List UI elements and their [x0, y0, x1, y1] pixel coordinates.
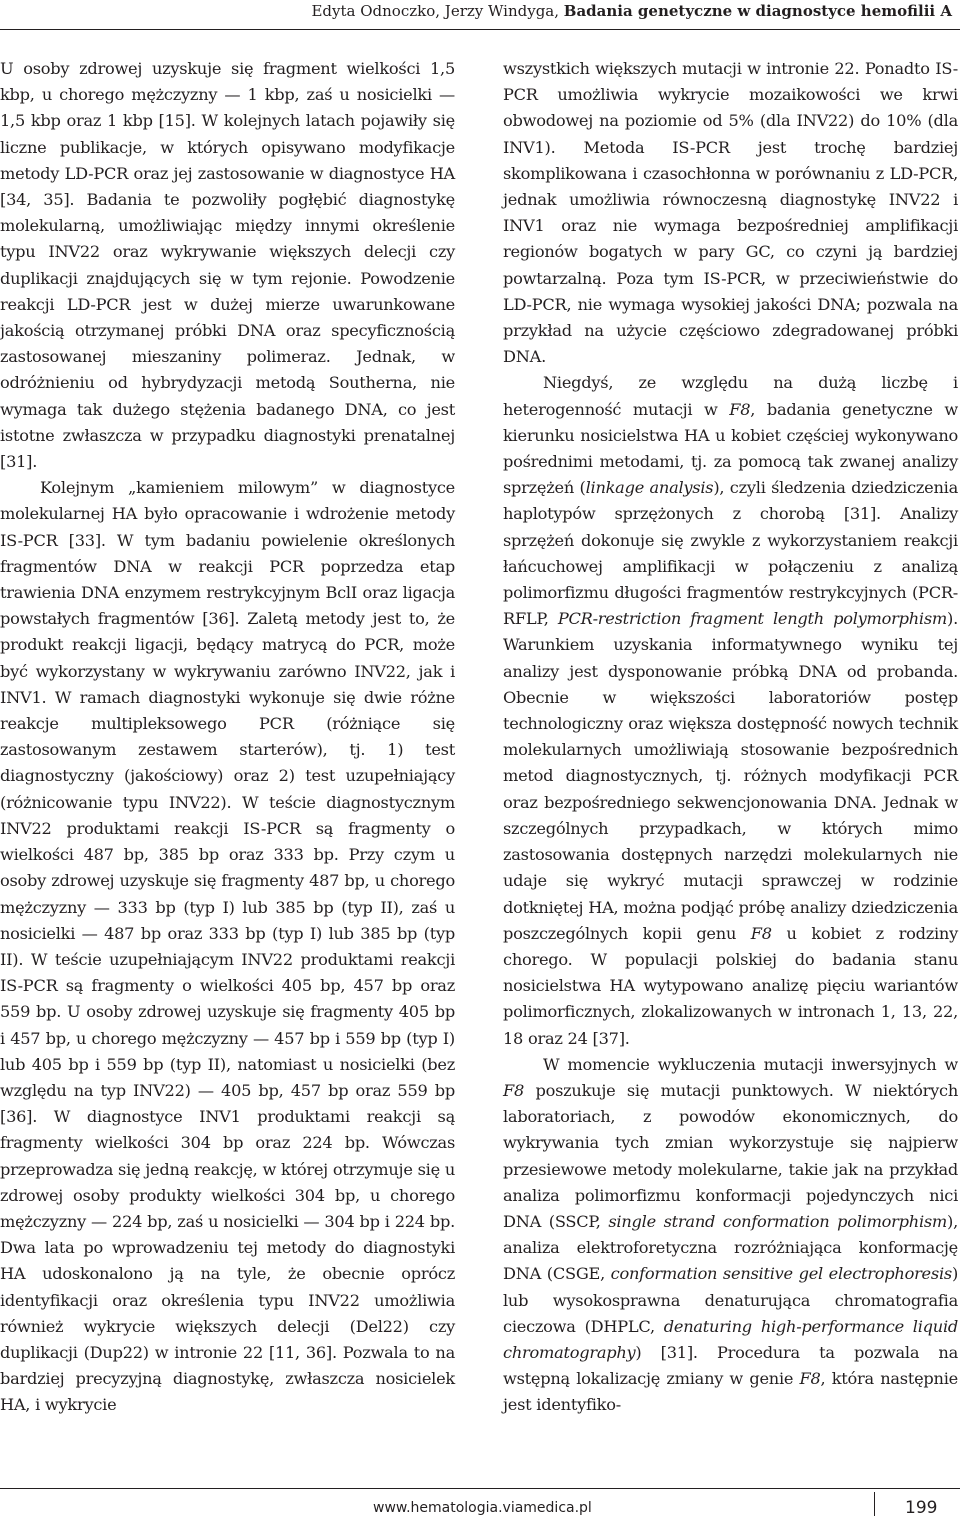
page-number: 199 [905, 1498, 938, 1518]
text-run: Niegdyś, ze względu na dużą liczbę i heterogenność mutacji w [503, 373, 958, 419]
gene-name: F8 [729, 399, 751, 419]
right-paragraph-1: wszystkich większych mutacji w intronie 22. Ponadto IS-PCR umożliwia wykrycie mozaikowości we krwi obwodowej na poziomie od 5% (dla INV22) do 10% (dla INV1). Metoda IS-PCR jest trochę bardziej skomplikowana i czasochłonna w porównaniu z LD-PCR, jednak umożliwia równoczesną diagnostykę INV22 i INV1 oraz nie wymaga bezpośredniej amplifikacji regionów bogatych w pary GC, co czyni ją bardziej powtarzalną. Poza tym IS-PCR, w przeciwieństwie do LD-PCR, nie wymaga wysokiej jakości DNA; pozwala na przykład na użycie częściowo zdegradowanej próbki DNA. [503, 59, 958, 367]
left-column [0, 56, 455, 1419]
text-run: ), analiza elektroforetyczna rozróżniająca konformację DNA (CSGE, [503, 1211, 958, 1284]
header-article-title: Badania genetyczne w diagnostyce hemofilii A [563, 2, 952, 20]
text-run: ), czyli śledzenia dziedziczenia haplotypów sprzężonych z chorobą [31]. Analizy sprzężeń dokonuje się zwykle z wykorzystaniem reakcji łańcuchowej amplifikacji w połączeniu z analizą polimorfizmu długości fragmentów restrykcyjnych (PCR-RFLP, [503, 478, 958, 629]
running-header [311, 2, 952, 20]
text-run: ). Warunkiem uzyskania informatywnego wyniku tej analizy jest dysponowanie próbką DNA od probanda. Obecnie w większości laboratoriów postęp technologiczny oraz większa dostępność nowych technik molekularnych umożliwiają stosowanie bezpośrednich metod diagnostycznych, tj. różnych modyfikacji PCR oraz bezpośredniego sekwencjonowania DNA. Jednak w szczególnych przypadkach, w których mimo zastosowania dostępnych narzędzi molekularnych nie udaje się wykryć mutacji sprawczej w rodzinie dotkniętej HA, można podjąć próbę analizy dziedziczenia poszczególnych kopii genu [503, 609, 958, 943]
text-run: poszukuje się mutacji punktowych. W niektórych laboratoriach, z powodów ekonomicznych, do wykrywania tych zmian wykorzystuje się najpierw przesiewowe metody molekularne, takie jak na przykład analiza polimorfizmu konformacji pojedynczych nici DNA (SSCP, [503, 1080, 958, 1231]
gene-name: F8 [503, 1080, 525, 1100]
right-paragraph-2 [503, 370, 958, 1051]
english-term: linkage analysis [585, 478, 714, 498]
text-run: ) [31]. Procedura ta pozwala na wstępną lokalizację zmiany w genie [503, 1342, 958, 1389]
text-run: , która następnie jest identyfiko- [503, 1369, 958, 1415]
right-paragraph-3 [503, 1052, 958, 1419]
text-run: , badania genetyczne w kierunku nosicielstwa HA u kobiet częściej wykonywano pośrednimi metodami, tj. za pomocą tak zwanej analizy sprzężeń ( [503, 399, 958, 498]
left-paragraph-2: Kolejnym „kamieniem milowym” w diagnostyce molekularnej HA było opracowanie i wdrożenie metody IS-PCR [33]. W tym badaniu powielenie określonych fragmentów DNA w reakcji PCR poprzedza etap trawienia DNA enzymem restrykcyjnym BclI oraz ligacja powstałych fragmentów [36]. Zaletą metody jest to, że produkt reakcji ligacji, będący matrycą do PCR, może być wykorzystany w wykrywaniu zarówno INV22, jak i INV1. W ramach diagnostyki wykonuje się dwie różne reakcje multipleksowego PCR (różniące się zastosowanym zestawem starterów), tj. 1) test diagnostyczny (jakościowy) oraz 2) test uzupełniający (różnicowanie typu INV22). W teście diagnostycznym INV22 produktami reakcji IS-PCR są fragmenty o wielkości 487 bp, 385 bp oraz 333 bp. Przy czym u osoby zdrowej uzyskuje się fragmenty 487 bp, u chorego mężczyzny — 333 bp (typ I) lub 385 bp (typ II), zaś u nosicielki — 487 bp oraz 333 bp (typ I) lub 385 bp (typ II). W teście uzupełniającym INV22 produktami reakcji IS-PCR są fragmenty o wielkości 405 bp, 457 bp oraz 559 bp. U osoby zdrowej uzyskuje się fragmenty 405 bp i 457 bp, u chorego mężczyzny — 457 bp i 559 bp (typ I) lub 405 bp i 559 bp (typ II), natomiast u nosicielki (bez względu na typ INV22) — 405 bp, 457 bp oraz 559 bp [36]. W diagnostyce INV1 produktami reakcji są fragmenty wielkości 304 bp oraz 224 bp. Wówczas przeprowadza się jedną reakcję, w której otrzymuje się u zdrowej osoby produkty wielkości 304 bp, u chorego mężczyzny — 224 bp, zaś u nosicielki — 304 bp i 224 bp. Dwa lata po wprowadzeniu tej metody do diagnostyki HA udoskonalono ją na tyle, że obecnie oprócz identyfikacji oraz określenia typu INV22 umożliwia również wykrycie większych delecji (Del22) czy duplikacji (Dup22) w intronie 22 [11, 36]. Pozwala to na bardziej precyzyjną diagnostykę, zwłaszcza nosicielek HA, i wykrycie [0, 478, 455, 1415]
header-rule [0, 29, 960, 30]
gene-name: F8 [799, 1369, 821, 1389]
english-term: single strand conformation polimorphism [608, 1211, 948, 1231]
footer-url: www.hematologia.viamedica.pl [373, 1500, 592, 1516]
text-run: u kobiet z rodziny chorego. W populacji polskiej do badania stanu nosicielstwa HA wytypowano analizę pięciu wariantów polimorficznych, zlokalizowanych w intronach 1, 13, 22, 18 oraz 24 [37]. [503, 923, 959, 1048]
left-paragraph-1: U osoby zdrowej uzyskuje się fragment wielkości 1,5 kbp, u chorego mężczyzny — 1 kbp, zaś u nosicielki — 1,5 kbp oraz 1 kbp [15]. W kolejnych latach pojawiły się liczne publikacje, w których opisywano modyfikacje metody LD-PCR oraz jej zastosowanie w diagnostyce HA [34, 35]. Badania te pozwoliły pogłębić diagnostykę molekularną, umożliwiając między innymi określenie typu INV22 oraz wykrywanie większych delecji czy duplikacji znajdujących się w tym rejonie. Powodzenie reakcji LD-PCR jest w dużej mierze uwarunkowane jakością otrzymanej próbki DNA oraz specyficznością zastosowanej mieszaniny polimeraz. Jednak, w odróżnieniu od hybrydyzacji metodą Southerna, nie wymaga tak dużego stężenia badanego DNA, co jest istotne zwłaszcza w przypadku diagnostyki prenatalnej [31]. [0, 59, 455, 472]
running-header-bar [0, 0, 960, 26]
text-run: W momencie wykluczenia mutacji inwersyjnych w [543, 1054, 958, 1074]
right-column [503, 56, 958, 1419]
gene-name: F8 [750, 923, 772, 943]
footer-rule [0, 1488, 960, 1489]
english-term: denaturing high-performance liquid chromatography [503, 1316, 958, 1362]
footer-separator [874, 1492, 875, 1516]
header-authors: Edyta Odnoczko, Jerzy Windyga, [311, 2, 564, 20]
page-footer [0, 1488, 960, 1518]
text-run: ) lub wysokosprawna denaturująca chromatografia cieczowa (DHPLC, [503, 1264, 959, 1336]
english-term: PCR-restriction fragment length polymorphism [557, 609, 948, 629]
english-term: conformation sensitive gel electrophoresis [610, 1264, 952, 1284]
